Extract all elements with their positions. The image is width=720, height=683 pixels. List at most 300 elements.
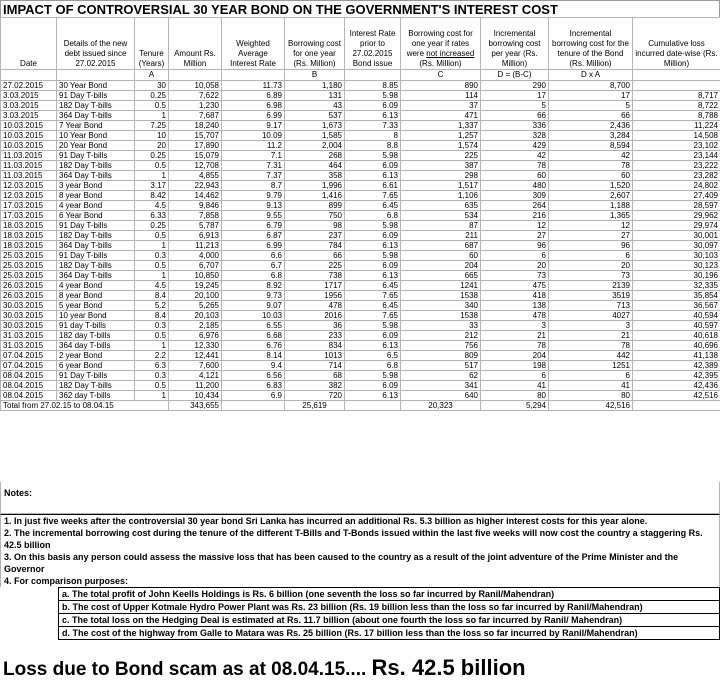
cell-cumulative: 8,722 [633, 101, 720, 111]
cell-rate-prior: 7.33 [345, 121, 401, 131]
cell-wavg-rate: 9.13 [222, 201, 285, 211]
cell-incremental: 429 [481, 141, 549, 151]
cell-incremental: 78 [481, 161, 549, 171]
table-row [1, 181, 720, 191]
cell-incremental: 78 [481, 341, 549, 351]
cell-wavg-rate: 6.55 [222, 321, 285, 331]
cell-tenure: 0.3 [135, 371, 169, 381]
cell-incremental-tenure: 41 [549, 381, 633, 391]
cell-details: 364 Day T-bills [57, 111, 135, 121]
cell-cumulative: 30,001 [633, 231, 720, 241]
cell-rate-prior: 8.85 [345, 81, 401, 91]
cell-cumulative: 8,717 [633, 91, 720, 101]
cell-amount: 15,707 [169, 131, 222, 141]
cell-borrow-cost: 834 [285, 341, 345, 351]
cell-borrow-cost: 899 [285, 201, 345, 211]
cell-date: 25.03.2015 [1, 261, 57, 271]
cell-cumulative: 32,335 [633, 281, 720, 291]
cell-amount: 17,890 [169, 141, 222, 151]
cell-amount: 9,846 [169, 201, 222, 211]
table-row [1, 361, 720, 371]
cell-cumulative: 23,102 [633, 141, 720, 151]
cell-tenure: 8.4 [135, 311, 169, 321]
cell-date: 25.03.2015 [1, 271, 57, 281]
cell-tenure: 1 [135, 341, 169, 351]
table-row [1, 381, 720, 391]
cell-incremental: 478 [481, 311, 549, 321]
cell-borrow-prior: 1538 [401, 291, 481, 301]
cell-incremental-tenure: 1,188 [549, 201, 633, 211]
cell-borrow-prior: 471 [401, 111, 481, 121]
cell-wavg-rate: 6.9 [222, 391, 285, 401]
cell-wavg-rate: 6.99 [222, 111, 285, 121]
cell-wavg-rate: 7.31 [222, 161, 285, 171]
cell-incremental-tenure: 2139 [549, 281, 633, 291]
table-row [1, 291, 720, 301]
cell-tenure: 0.3 [135, 251, 169, 261]
cell-cumulative: 30,123 [633, 261, 720, 271]
cell-tenure: 0.5 [135, 101, 169, 111]
cell-date: 30.03.2015 [1, 321, 57, 331]
cell-details: 5 year Bond [57, 301, 135, 311]
cell-rate-prior: 6.8 [345, 211, 401, 221]
cell-rate-prior: 5.98 [345, 371, 401, 381]
cell-incremental: 216 [481, 211, 549, 221]
cell-amount: 7,622 [169, 91, 222, 101]
cell-details: 8 year Bond [57, 191, 135, 201]
cell-date: 10.03.2015 [1, 121, 57, 131]
cell-date: 18.03.2015 [1, 231, 57, 241]
cell-incremental: 198 [481, 361, 549, 371]
cell-rate-prior: 6.13 [345, 241, 401, 251]
col-header-incremental: Incremental borrowing cost per year (Rs. Million) [481, 18, 549, 70]
cell-borrow-prior: 1,574 [401, 141, 481, 151]
cell-details: 364 Day T-bills [57, 171, 135, 181]
cell-wavg-rate: 11.73 [222, 81, 285, 91]
cell-wavg-rate: 6.7 [222, 261, 285, 271]
cell-incremental: 290 [481, 81, 549, 91]
cell-cumulative: 42,436 [633, 381, 720, 391]
table-row [1, 261, 720, 271]
cell-incremental-tenure: 3,284 [549, 131, 633, 141]
cell-incremental: 21 [481, 331, 549, 341]
table-row [1, 391, 720, 401]
table-row [1, 251, 720, 261]
cell-cumulative: 40,594 [633, 311, 720, 321]
table-row [1, 271, 720, 281]
cell-amount: 20,103 [169, 311, 222, 321]
cell-borrow-prior: 33 [401, 321, 481, 331]
cell-details: 182 Day T-bills [57, 261, 135, 271]
cell-incremental-tenure: 442 [549, 351, 633, 361]
cell-details: 8 year Bond [57, 291, 135, 301]
table-row [1, 151, 720, 161]
cell-details: 10 Year Bond [57, 131, 135, 141]
cell-borrow-prior: 1,106 [401, 191, 481, 201]
cell-tenure: 0.5 [135, 331, 169, 341]
cell-borrow-prior: 387 [401, 161, 481, 171]
cell-wavg-rate: 6.56 [222, 371, 285, 381]
cell-wavg-rate: 7.1 [222, 151, 285, 161]
total-incremental: 5,294 [481, 401, 549, 411]
cell-details: 4 year Bond [57, 281, 135, 291]
cell-wavg-rate: 6.89 [222, 91, 285, 101]
letter-cell [57, 70, 135, 81]
table-row [1, 81, 720, 91]
cell-incremental: 6 [481, 371, 549, 381]
cell-borrow-cost: 1,673 [285, 121, 345, 131]
cell-wavg-rate: 9.07 [222, 301, 285, 311]
cell-tenure: 3.17 [135, 181, 169, 191]
cell-rate-prior: 5.98 [345, 91, 401, 101]
cell-borrow-prior: 37 [401, 101, 481, 111]
table-row [1, 231, 720, 241]
total-blank [633, 401, 720, 411]
total-label: Total from 27.02.15 to 08.04.15 [1, 401, 169, 411]
cell-details: 364 Day T-bills [57, 271, 135, 281]
cell-date: 30.03.2015 [1, 301, 57, 311]
cell-incremental: 73 [481, 271, 549, 281]
table-row [1, 121, 720, 131]
col-header-cumulative: Cumulative loss incurred date-wise (Rs. Million) [633, 18, 720, 70]
col-header-tenure: Tenure (Years) [135, 18, 169, 70]
cell-borrow-cost: 714 [285, 361, 345, 371]
cell-cumulative: 24,802 [633, 181, 720, 191]
cell-rate-prior: 7.65 [345, 191, 401, 201]
cell-borrow-cost: 720 [285, 391, 345, 401]
cell-borrow-prior: 635 [401, 201, 481, 211]
cell-borrow-prior: 534 [401, 211, 481, 221]
cell-tenure: 6.33 [135, 211, 169, 221]
table-row [1, 211, 720, 221]
cell-borrow-prior: 809 [401, 351, 481, 361]
cell-amount: 2,185 [169, 321, 222, 331]
cell-incremental: 41 [481, 381, 549, 391]
cell-wavg-rate: 8.14 [222, 351, 285, 361]
cell-incremental-tenure: 78 [549, 161, 633, 171]
cell-tenure: 1 [135, 271, 169, 281]
cell-wavg-rate: 6.98 [222, 101, 285, 111]
cell-borrow-cost: 464 [285, 161, 345, 171]
cell-cumulative: 27,409 [633, 191, 720, 201]
cell-amount: 11,213 [169, 241, 222, 251]
cell-details: 30 Year Bond [57, 81, 135, 91]
cell-borrow-cost: 1,996 [285, 181, 345, 191]
cell-tenure: 1 [135, 391, 169, 401]
cell-borrow-prior: 1241 [401, 281, 481, 291]
table-row [1, 341, 720, 351]
cell-borrow-cost: 478 [285, 301, 345, 311]
cell-wavg-rate: 8.7 [222, 181, 285, 191]
cell-incremental: 5 [481, 101, 549, 111]
cell-amount: 20,100 [169, 291, 222, 301]
cell-borrow-cost: 1,180 [285, 81, 345, 91]
cell-details: 6 Year Bond [57, 211, 135, 221]
cell-cumulative: 30,097 [633, 241, 720, 251]
table-row [1, 201, 720, 211]
cell-borrow-prior: 87 [401, 221, 481, 231]
cell-details: 7 Year Bond [57, 121, 135, 131]
cell-tenure: 0.25 [135, 221, 169, 231]
cell-cumulative: 41,138 [633, 351, 720, 361]
cell-date: 3.03.2015 [1, 101, 57, 111]
cell-borrow-cost: 268 [285, 151, 345, 161]
cell-tenure: 0.5 [135, 381, 169, 391]
cell-date: 08.04.2015 [1, 381, 57, 391]
table-row [1, 321, 720, 331]
cell-cumulative: 29,974 [633, 221, 720, 231]
cell-wavg-rate: 9.55 [222, 211, 285, 221]
cell-amount: 5,787 [169, 221, 222, 231]
cell-details: 91 Day T-bills [57, 251, 135, 261]
cell-incremental-tenure: 1,520 [549, 181, 633, 191]
cell-incremental: 3 [481, 321, 549, 331]
cell-borrow-cost: 237 [285, 231, 345, 241]
letter-cell [222, 70, 285, 81]
table-row [1, 131, 720, 141]
cell-incremental: 480 [481, 181, 549, 191]
cell-date: 25.03.2015 [1, 251, 57, 261]
cell-borrow-cost: 1956 [285, 291, 345, 301]
cell-incremental-tenure: 12 [549, 221, 633, 231]
cell-wavg-rate: 6.8 [222, 271, 285, 281]
cell-tenure: 1 [135, 241, 169, 251]
letter-dxa: D x A [549, 70, 633, 81]
col-header-date: Date [1, 18, 57, 70]
letter-b: B [285, 70, 345, 81]
cell-cumulative: 23,144 [633, 151, 720, 161]
cell-incremental: 20 [481, 261, 549, 271]
total-borrow-prior: 20,323 [401, 401, 481, 411]
cell-date: 27.02.2015 [1, 81, 57, 91]
cell-date: 3.03.2015 [1, 91, 57, 101]
cell-incremental-tenure: 3 [549, 321, 633, 331]
cell-cumulative: 40,597 [633, 321, 720, 331]
cell-incremental: 138 [481, 301, 549, 311]
cell-incremental-tenure: 73 [549, 271, 633, 281]
cell-cumulative: 42,516 [633, 391, 720, 401]
cell-tenure: 0.25 [135, 91, 169, 101]
cell-rate-prior: 6.13 [345, 171, 401, 181]
cell-incremental-tenure: 6 [549, 371, 633, 381]
cell-rate-prior: 5.98 [345, 151, 401, 161]
cell-borrow-prior: 1,257 [401, 131, 481, 141]
cell-date: 08.04.2015 [1, 371, 57, 381]
sheet-title: IMPACT OF CONTROVERSIAL 30 YEAR BOND ON THE GOVERNMENT'S INTEREST COST [0, 0, 720, 17]
cell-incremental: 328 [481, 131, 549, 141]
cell-details: 182 day T-bills [57, 331, 135, 341]
cell-wavg-rate: 9.79 [222, 191, 285, 201]
table-row [1, 301, 720, 311]
underline-fragment: not increased [426, 49, 474, 58]
cell-date: 11.03.2015 [1, 161, 57, 171]
letter-cell [1, 70, 57, 81]
cell-amount: 10,434 [169, 391, 222, 401]
cell-rate-prior: 5.98 [345, 251, 401, 261]
letter-cell [345, 70, 401, 81]
cell-borrow-prior: 340 [401, 301, 481, 311]
cell-rate-prior: 5.98 [345, 221, 401, 231]
cell-wavg-rate: 6.68 [222, 331, 285, 341]
cell-incremental-tenure: 42 [549, 151, 633, 161]
col-header-amount: Amount Rs. Million [169, 18, 222, 70]
cell-amount: 6,707 [169, 261, 222, 271]
cell-borrow-prior: 225 [401, 151, 481, 161]
table-row [1, 161, 720, 171]
cell-borrow-cost: 738 [285, 271, 345, 281]
cell-date: 18.03.2015 [1, 221, 57, 231]
cell-amount: 10,058 [169, 81, 222, 91]
cell-wavg-rate: 9.4 [222, 361, 285, 371]
letter-cell [633, 70, 720, 81]
cell-details: 182 Day T-bills [57, 381, 135, 391]
cell-details: 4 year Bond [57, 201, 135, 211]
cell-incremental: 42 [481, 151, 549, 161]
cell-cumulative: 29,962 [633, 211, 720, 221]
cell-incremental-tenure: 1251 [549, 361, 633, 371]
cell-rate-prior: 6.61 [345, 181, 401, 191]
cell-incremental: 309 [481, 191, 549, 201]
table-row [1, 111, 720, 121]
cell-tenure: 6.3 [135, 361, 169, 371]
cell-incremental: 204 [481, 351, 549, 361]
cell-rate-prior: 6.13 [345, 111, 401, 121]
cell-details: 6 year Bond [57, 361, 135, 371]
cell-date: 18.03.2015 [1, 241, 57, 251]
cell-borrow-prior: 640 [401, 391, 481, 401]
letter-d: D = (B-C) [481, 70, 549, 81]
cell-borrow-cost: 225 [285, 261, 345, 271]
cell-amount: 6,976 [169, 331, 222, 341]
cell-borrow-cost: 784 [285, 241, 345, 251]
cell-rate-prior: 6.09 [345, 101, 401, 111]
cell-tenure: 1 [135, 111, 169, 121]
cell-incremental-tenure: 96 [549, 241, 633, 251]
cell-tenure: 5.2 [135, 301, 169, 311]
cell-incremental-tenure: 21 [549, 331, 633, 341]
cell-amount: 6,913 [169, 231, 222, 241]
table-row [1, 351, 720, 361]
col-header-wavg-rate: Weighted Average Interest Rate [222, 18, 285, 70]
cell-borrow-cost: 36 [285, 321, 345, 331]
cell-wavg-rate: 7.37 [222, 171, 285, 181]
cell-cumulative: 23,282 [633, 171, 720, 181]
cell-date: 10.03.2015 [1, 141, 57, 151]
cell-date: 26.03.2015 [1, 291, 57, 301]
cell-borrow-prior: 687 [401, 241, 481, 251]
loss-banner-text: Loss due to Bond scam as at 08.04.15.... [3, 659, 366, 680]
total-borrow: 25,619 [285, 401, 345, 411]
cell-date: 3.03.2015 [1, 111, 57, 121]
cell-wavg-rate: 9.73 [222, 291, 285, 301]
col-header-borrow-cost: Borrowing cost for one year (Rs. Million) [285, 18, 345, 70]
cell-cumulative [633, 81, 720, 91]
cell-cumulative: 30,103 [633, 251, 720, 261]
cell-rate-prior: 6.45 [345, 281, 401, 291]
cell-cumulative: 28,597 [633, 201, 720, 211]
cell-wavg-rate: 6.6 [222, 251, 285, 261]
cell-date: 17.03.2015 [1, 211, 57, 221]
comparison-b: b. The cost of Upper Kotmale Hydro Power Plant was Rs. 23 billion (Rs. 19 billion less than the loss so far incurred by Ranil/Mahendran) [58, 601, 720, 614]
cell-date: 11.03.2015 [1, 151, 57, 161]
cell-wavg-rate: 11.2 [222, 141, 285, 151]
cell-borrow-cost: 358 [285, 171, 345, 181]
loss-banner [0, 655, 720, 681]
loss-banner-amount: Rs. 42.5 billion [372, 655, 526, 680]
cell-borrow-prior: 204 [401, 261, 481, 271]
cell-borrow-cost: 2016 [285, 311, 345, 321]
cell-details: 10 year Bond [57, 311, 135, 321]
cell-tenure: 1 [135, 171, 169, 181]
cell-rate-prior: 8.8 [345, 141, 401, 151]
cell-tenure: 0.25 [135, 151, 169, 161]
cell-borrow-cost: 66 [285, 251, 345, 261]
cell-amount: 7,687 [169, 111, 222, 121]
cell-incremental-tenure: 78 [549, 341, 633, 351]
cell-rate-prior: 6.09 [345, 381, 401, 391]
cell-incremental-tenure: 66 [549, 111, 633, 121]
cell-amount: 15,079 [169, 151, 222, 161]
cell-borrow-prior: 60 [401, 251, 481, 261]
cell-details: 91 Day T-bills [57, 91, 135, 101]
cell-rate-prior: 7.65 [345, 311, 401, 321]
cell-borrow-cost: 131 [285, 91, 345, 101]
cell-incremental-tenure: 60 [549, 171, 633, 181]
cell-tenure: 8.42 [135, 191, 169, 201]
cell-incremental-tenure: 27 [549, 231, 633, 241]
cell-borrow-prior: 517 [401, 361, 481, 371]
cell-cumulative: 23,222 [633, 161, 720, 171]
total-incremental-tenure: 42,516 [549, 401, 633, 411]
cell-tenure: 0.5 [135, 261, 169, 271]
cell-amount: 12,441 [169, 351, 222, 361]
cell-tenure: 4.5 [135, 281, 169, 291]
cell-incremental: 27 [481, 231, 549, 241]
table-row [1, 191, 720, 201]
cell-borrow-prior: 114 [401, 91, 481, 101]
cell-borrow-cost: 537 [285, 111, 345, 121]
comparison-d: d. The cost of the highway from Galle to Matara was Rs. 25 billion (Rs. 17 billion less than the loss so far incurred by Ranil/Mahendran) [58, 627, 720, 640]
cell-date: 11.03.2015 [1, 171, 57, 181]
note-1: 1. In just five weeks after the controversial 30 year bond Sri Lanka has incurred an additional Rs. 5.3 billion as higher interest costs for this year alone. [0, 514, 720, 527]
cell-amount: 7,600 [169, 361, 222, 371]
cell-amount: 19,245 [169, 281, 222, 291]
cell-incremental-tenure: 2,607 [549, 191, 633, 201]
cell-amount: 4,000 [169, 251, 222, 261]
cell-wavg-rate: 6.87 [222, 231, 285, 241]
cell-incremental-tenure: 1,365 [549, 211, 633, 221]
cell-borrow-prior: 1,517 [401, 181, 481, 191]
cell-cumulative: 40,618 [633, 331, 720, 341]
table-row [1, 281, 720, 291]
cell-rate-prior: 6.13 [345, 341, 401, 351]
cell-incremental: 60 [481, 171, 549, 181]
cell-tenure: 2.2 [135, 351, 169, 361]
cell-incremental-tenure: 8,700 [549, 81, 633, 91]
table-row [1, 171, 720, 181]
cell-incremental-tenure: 20 [549, 261, 633, 271]
cell-borrow-prior: 298 [401, 171, 481, 181]
col-header-borrow-prior: Borrowing cost for one year if rates were not increased (Rs. Million) [401, 18, 481, 70]
cell-date: 31.03.2015 [1, 341, 57, 351]
cell-date: 30.03.2015 [1, 311, 57, 321]
cell-incremental: 96 [481, 241, 549, 251]
note-3: 3. On this basis any person could assess the massive loss that has been caused to the country as a result of the joint adventure of the Prime Minister and the Governor [0, 551, 720, 575]
cell-incremental: 264 [481, 201, 549, 211]
cell-incremental-tenure: 4027 [549, 311, 633, 321]
cell-borrow-cost: 98 [285, 221, 345, 231]
cell-details: 91 Day T-bills [57, 371, 135, 381]
